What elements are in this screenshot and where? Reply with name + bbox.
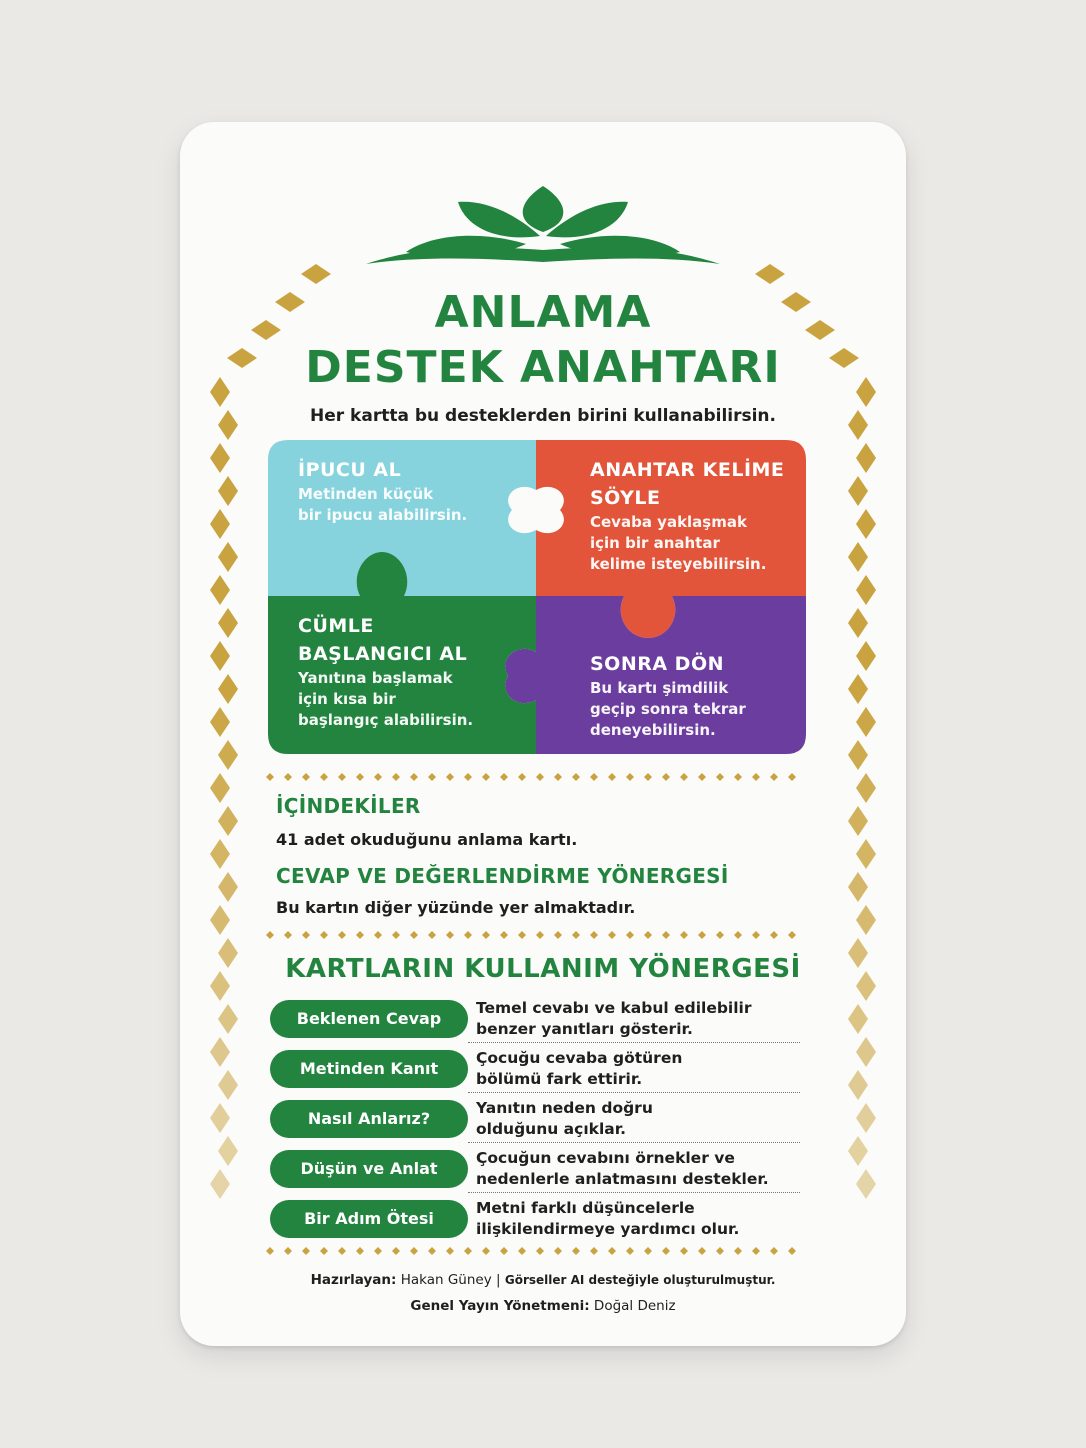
divider-diamond xyxy=(608,1247,616,1255)
usage-label-pill: Beklenen Cevap xyxy=(270,1000,468,1038)
divider-diamond xyxy=(410,1247,418,1255)
director-value: Doğal Deniz xyxy=(593,1298,676,1314)
usage-desc-line: Yanıtın neden doğru xyxy=(476,1099,653,1117)
usage-desc xyxy=(476,1198,806,1240)
divider-diamond xyxy=(716,773,724,781)
divider-diamond xyxy=(752,931,760,939)
divider-diamond xyxy=(680,931,688,939)
puzzle-desc: başlangıç alabilirsin. xyxy=(298,711,474,729)
divider-diamond xyxy=(446,931,454,939)
ornament-diamond xyxy=(848,806,868,836)
divider-diamond xyxy=(662,1247,670,1255)
ornament-diamond xyxy=(218,806,238,836)
ornament-diamond xyxy=(856,707,876,737)
dotted-rule xyxy=(468,1192,800,1193)
divider-diamond xyxy=(752,1247,760,1255)
puzzle-title: SÖYLE xyxy=(590,487,661,509)
divider-diamond xyxy=(428,773,436,781)
divider-diamond xyxy=(590,1247,598,1255)
divider-diamond xyxy=(770,773,778,781)
ai-note: Görseller AI desteğiyle oluşturulmuştur. xyxy=(504,1273,776,1287)
puzzle-text-ipucu xyxy=(298,456,498,526)
ornament-diamond xyxy=(848,674,868,704)
divider-diamond xyxy=(410,931,418,939)
divider-diamond xyxy=(626,931,634,939)
divider-diamond xyxy=(482,1247,490,1255)
usage-row xyxy=(270,1048,800,1098)
divider-diamond xyxy=(698,773,706,781)
divider-diamond xyxy=(698,1247,706,1255)
dotted-rule xyxy=(468,1142,800,1143)
divider-diamond xyxy=(770,1247,778,1255)
divider-diamond xyxy=(626,1247,634,1255)
divider-diamond xyxy=(680,1247,688,1255)
divider-diamond xyxy=(428,931,436,939)
usage-desc-line: Metni farklı düşüncelerle xyxy=(476,1199,695,1217)
ornament-diamond xyxy=(218,872,238,902)
puzzle-title: SONRA DÖN xyxy=(590,653,725,675)
credits-line xyxy=(180,1272,906,1288)
evaluation-text: Bu kartın diğer yüzünde yer almaktadır. xyxy=(276,898,636,917)
divider-diamond xyxy=(266,1247,274,1255)
divider-diamond xyxy=(356,773,364,781)
puzzle-title: CÜMLE xyxy=(298,615,374,637)
divider-diamond xyxy=(500,773,508,781)
page-title-line-1: ANLAMA xyxy=(434,287,652,338)
divider-diamond xyxy=(374,1247,382,1255)
divider-diamond xyxy=(410,773,418,781)
divider-diamond xyxy=(572,1247,580,1255)
divider-diamond xyxy=(590,931,598,939)
ornament-diamond xyxy=(856,1103,876,1133)
ornament-diamond xyxy=(218,608,238,638)
puzzle-text-cumle-baslangici xyxy=(298,612,508,731)
usage-desc-line: Çocuğun cevabını örnekler ve xyxy=(476,1149,735,1167)
divider-diamond xyxy=(320,1247,328,1255)
divider-diamond xyxy=(644,1247,652,1255)
divider-diamond xyxy=(392,1247,400,1255)
divider-diamond xyxy=(590,773,598,781)
divider-diamond xyxy=(734,773,742,781)
puzzle-desc: için bir anahtar xyxy=(590,534,720,552)
divider-diamond xyxy=(644,931,652,939)
divider-diamond xyxy=(302,773,310,781)
ornament-diamond xyxy=(856,509,876,539)
puzzle-desc: bir ipucu alabilirsin. xyxy=(298,506,468,524)
diamond-divider xyxy=(264,772,804,782)
usage-label-pill: Düşün ve Anlat xyxy=(270,1150,468,1188)
leaves-icon xyxy=(366,180,720,280)
divider-diamond xyxy=(374,773,382,781)
puzzle-text-anahtar-kelime xyxy=(590,456,790,575)
dotted-rule xyxy=(468,1092,800,1093)
usage-desc xyxy=(476,1098,806,1140)
divider-diamond xyxy=(266,773,274,781)
usage-heading: KARTLARIN KULLANIM YÖNERGESİ xyxy=(285,954,801,984)
contents-heading: İÇİNDEKİLER xyxy=(276,794,421,818)
divider-diamond xyxy=(716,1247,724,1255)
divider-diamond xyxy=(662,931,670,939)
divider-diamond xyxy=(320,773,328,781)
ornament-diamond xyxy=(856,1037,876,1067)
ornament-diamond xyxy=(848,872,868,902)
ornament-diamond xyxy=(218,1004,238,1034)
divider-diamond xyxy=(500,931,508,939)
ornament-diamond xyxy=(210,905,230,935)
divider-diamond xyxy=(392,773,400,781)
usage-desc-line: Çocuğu cevaba götüren xyxy=(476,1049,683,1067)
usage-row xyxy=(270,998,800,1048)
usage-desc-line: olduğunu açıklar. xyxy=(476,1120,627,1138)
divider-diamond xyxy=(356,1247,364,1255)
divider-diamond xyxy=(770,931,778,939)
divider-diamond xyxy=(446,1247,454,1255)
divider-diamond xyxy=(788,773,796,781)
ornament-diamond xyxy=(856,839,876,869)
ornament-diamond xyxy=(848,542,868,572)
divider-diamond xyxy=(338,1247,346,1255)
divider-diamond xyxy=(482,773,490,781)
evaluation-heading: CEVAP VE DEĞERLENDİRME YÖNERGESİ xyxy=(276,864,729,888)
puzzle-title: BAŞLANGICI AL xyxy=(298,643,468,665)
divider-diamond xyxy=(752,773,760,781)
puzzle-desc: için kısa bir xyxy=(298,690,396,708)
puzzle-desc: Yanıtına başlamak xyxy=(298,669,453,687)
usage-desc-line: benzer yanıtları gösterir. xyxy=(476,1020,693,1038)
divider-diamond xyxy=(266,931,274,939)
usage-label-pill: Bir Adım Ötesi xyxy=(270,1200,468,1238)
contents-text: 41 adet okuduğunu anlama kartı. xyxy=(276,830,578,849)
divider-diamond xyxy=(788,1247,796,1255)
divider-diamond xyxy=(500,1247,508,1255)
ornament-diamond xyxy=(210,839,230,869)
divider-diamond xyxy=(518,773,526,781)
divider-diamond xyxy=(644,773,652,781)
divider-diamond xyxy=(374,931,382,939)
puzzle-text-sonra-don xyxy=(590,650,790,741)
ornament-diamond xyxy=(210,1037,230,1067)
divider-diamond xyxy=(698,931,706,939)
ornament-diamond xyxy=(218,674,238,704)
divider-diamond xyxy=(734,931,742,939)
ornament-diamond xyxy=(856,575,876,605)
ornament-diamond xyxy=(218,476,238,506)
divider-diamond xyxy=(338,773,346,781)
divider-diamond xyxy=(284,1247,292,1255)
divider-diamond xyxy=(716,931,724,939)
ornament-diamond xyxy=(218,1070,238,1100)
divider-diamond xyxy=(464,1247,472,1255)
divider-diamond xyxy=(464,773,472,781)
usage-desc xyxy=(476,1148,806,1190)
ornament-diamond xyxy=(848,740,868,770)
ornament-diamond xyxy=(210,1169,230,1199)
ornament-diamond xyxy=(218,740,238,770)
divider-diamond xyxy=(284,931,292,939)
usage-label-pill: Nasıl Anlarız? xyxy=(270,1100,468,1138)
page-subtitle: Her kartta bu desteklerden birini kullanabilirsin. xyxy=(310,406,776,426)
divider-diamond xyxy=(446,773,454,781)
usage-row xyxy=(270,1148,800,1198)
puzzle-desc: Cevaba yaklaşmak xyxy=(590,513,747,531)
divider-diamond xyxy=(680,773,688,781)
divider-diamond xyxy=(518,931,526,939)
prepared-label: Hazırlayan: xyxy=(310,1272,397,1288)
divider-diamond xyxy=(518,1247,526,1255)
director-label: Genel Yayın Yönetmeni: xyxy=(410,1298,590,1314)
ornament-diamond xyxy=(856,773,876,803)
puzzle-title: İPUCU AL xyxy=(298,459,402,481)
ornament-diamond xyxy=(218,1136,238,1166)
divider-diamond xyxy=(626,773,634,781)
ornament-diamond xyxy=(856,641,876,671)
ornament-diamond xyxy=(301,264,331,284)
ornament-diamond xyxy=(210,641,230,671)
divider-diamond xyxy=(302,1247,310,1255)
ornament-diamond xyxy=(210,509,230,539)
ornament-diamond xyxy=(210,1103,230,1133)
divider-diamond xyxy=(554,931,562,939)
diamond-divider xyxy=(264,930,804,940)
divider-diamond xyxy=(608,931,616,939)
divider-diamond xyxy=(788,931,796,939)
divider-diamond xyxy=(284,773,292,781)
usage-row xyxy=(270,1098,800,1148)
divider-diamond xyxy=(356,931,364,939)
divider-diamond xyxy=(662,773,670,781)
ornament-diamond xyxy=(210,707,230,737)
divider-diamond xyxy=(536,931,544,939)
divider-diamond xyxy=(734,1247,742,1255)
puzzle-desc: geçip sonra tekrar xyxy=(590,700,746,718)
ornament-diamond xyxy=(856,1169,876,1199)
puzzle-desc: deneyebilirsin. xyxy=(590,721,716,739)
puzzle-desc: Metinden küçük xyxy=(298,485,434,503)
usage-desc xyxy=(476,1048,806,1090)
usage-row xyxy=(270,1198,800,1248)
ornament-diamond xyxy=(210,443,230,473)
ornament-diamond xyxy=(856,905,876,935)
puzzle-title: ANAHTAR KELİME xyxy=(590,459,785,481)
usage-desc-line: Temel cevabı ve kabul edilebilir xyxy=(476,999,752,1017)
prepared-value: Hakan Güney xyxy=(400,1272,492,1288)
divider-diamond xyxy=(338,931,346,939)
divider-diamond xyxy=(554,1247,562,1255)
card xyxy=(180,122,906,1346)
divider-diamond xyxy=(554,773,562,781)
diamond-divider xyxy=(264,1246,804,1256)
ornament-diamond xyxy=(218,542,238,572)
usage-desc xyxy=(476,998,806,1040)
ornament-diamond xyxy=(848,1136,868,1166)
ornament-diamond xyxy=(856,443,876,473)
divider-diamond xyxy=(536,1247,544,1255)
ornament-diamond xyxy=(755,264,785,284)
divider-diamond xyxy=(320,931,328,939)
ornament-diamond xyxy=(848,608,868,638)
divider-diamond xyxy=(572,931,580,939)
ornament-diamond xyxy=(848,1070,868,1100)
divider-diamond xyxy=(392,931,400,939)
ornament-diamond xyxy=(848,476,868,506)
divider-diamond xyxy=(482,931,490,939)
ornament-diamond xyxy=(210,773,230,803)
ornament-diamond xyxy=(210,575,230,605)
usage-desc-line: ilişkilendirmeye yardımcı olur. xyxy=(476,1220,740,1238)
ornament-diamond xyxy=(848,1004,868,1034)
puzzle-desc: Bu kartı şimdilik xyxy=(590,679,729,697)
puzzle-desc: kelime isteyebilirsin. xyxy=(590,555,767,573)
divider-diamond xyxy=(302,931,310,939)
divider-diamond xyxy=(536,773,544,781)
separator: | xyxy=(496,1272,501,1288)
divider-diamond xyxy=(608,773,616,781)
usage-list xyxy=(270,998,800,1248)
usage-label-pill: Metinden Kanıt xyxy=(270,1050,468,1088)
page-title-line-2: DESTEK ANAHTARI xyxy=(305,342,781,393)
dotted-rule xyxy=(468,1042,800,1043)
usage-desc-line: bölümü fark ettirir. xyxy=(476,1070,643,1088)
divider-diamond xyxy=(464,931,472,939)
divider-diamond xyxy=(572,773,580,781)
usage-desc-line: nedenlerle anlatmasını destekler. xyxy=(476,1170,769,1188)
director-line xyxy=(180,1298,906,1314)
divider-diamond xyxy=(428,1247,436,1255)
